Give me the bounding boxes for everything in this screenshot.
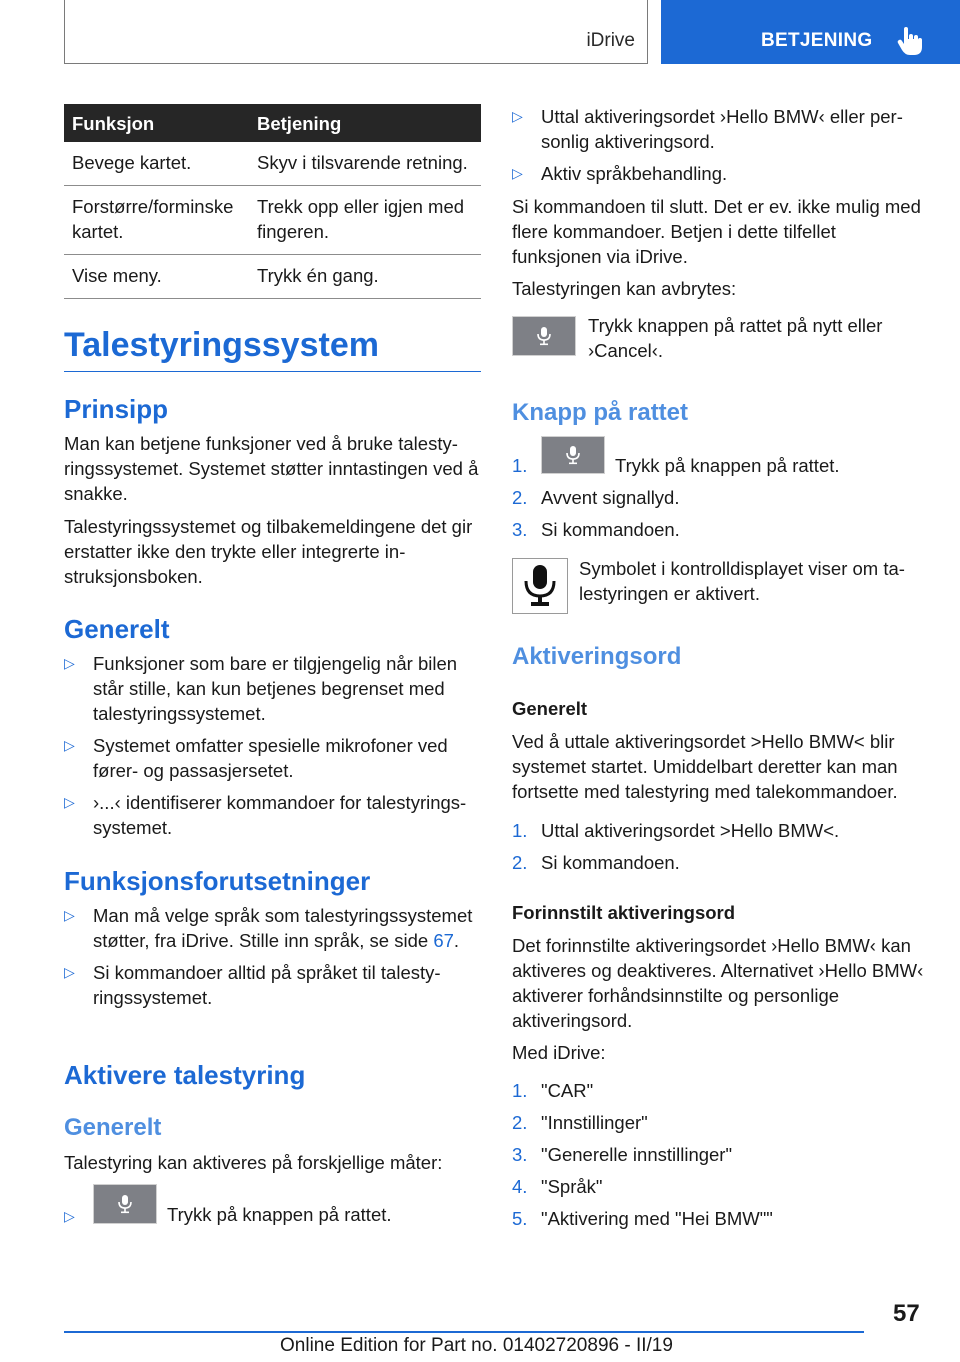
steering-wheel-voice-button bbox=[541, 436, 605, 474]
heading-knapp-pa-rattet: Knapp på rattet bbox=[512, 399, 689, 426]
table-cell: Trekk opp eller igjen med fingeren. bbox=[249, 186, 481, 255]
table-cell: Skyv i tilsvarende retning. bbox=[249, 142, 481, 186]
list-item: 5. "Aktivering med "Hei BMW"" bbox=[512, 1208, 773, 1229]
bullet-text: Trykk på knappen på rattet. bbox=[167, 1204, 392, 1225]
subheading-generelt: Generelt bbox=[512, 698, 588, 719]
header-chapter-title: BETJENING bbox=[761, 30, 873, 51]
triangle-bullet-icon: ▷ bbox=[64, 1208, 75, 1224]
heading-funksjonsforutsetninger: Funksjonsforutsetninger bbox=[64, 866, 371, 896]
list-item: 1. "CAR" bbox=[512, 1080, 594, 1101]
microphone-icon bbox=[117, 1194, 133, 1214]
heading-generelt: Generelt bbox=[64, 614, 170, 644]
heading-prinsipp: Prinsipp bbox=[64, 394, 169, 424]
table-cell: Vise meny. bbox=[64, 255, 249, 299]
list-item: ▷ ›...‹ identifiserer kommandoer for talestyringssystemet. bbox=[64, 792, 467, 838]
hand-pointer-icon bbox=[897, 26, 923, 56]
paragraph: Det forinnstilte aktiveringsordet ›Hello BMW‹ kan aktiveres og deaktiveres. Alternativet ›Hello BMW‹ aktiverer forhåndsinnstilte og personlige aktiveringsord. bbox=[512, 935, 924, 1031]
step-text: Avvent signallyd. bbox=[541, 487, 680, 508]
step-number: 3. bbox=[512, 519, 528, 540]
header-chapter-tab bbox=[661, 0, 960, 64]
heading-aktivere-talestyring: Aktivere talestyring bbox=[64, 1060, 306, 1090]
table-row bbox=[64, 142, 481, 186]
triangle-bullet-icon: ▷ bbox=[64, 907, 75, 923]
page-link[interactable]: 67 bbox=[433, 930, 454, 951]
subheading-forinnstilt-aktiveringsord: Forinnstilt aktiveringsord bbox=[512, 902, 736, 923]
list-item: ▷ Aktiv språkbehandling. bbox=[512, 163, 728, 184]
table-cell: Trykk én gang. bbox=[249, 255, 481, 299]
table-cell: Forstørre/forminske kartet. bbox=[64, 186, 249, 255]
triangle-bullet-icon: ▷ bbox=[64, 964, 75, 980]
step-list bbox=[512, 818, 929, 882]
list-item: 4. "Språk" bbox=[512, 1176, 603, 1197]
step-list bbox=[512, 1078, 929, 1238]
header-section-title: iDrive bbox=[586, 30, 635, 51]
paragraph: Talestyring kan aktiveres på forskjellige måter: bbox=[64, 1152, 443, 1173]
page-number: 57 bbox=[893, 1300, 920, 1327]
list-item: ▷ Man må velge språk som talestyringssystemet støtter, fra iDrive. Stille inn språk, se side 67. bbox=[64, 905, 473, 951]
heading-aktiveringsord: Aktiveringsord bbox=[512, 643, 682, 670]
paragraph: Si kommandoen til slutt. Det er ev. ikke mulig med flere kommandoer. Betjen i dette tilfellet funksjonen via iDrive. bbox=[512, 196, 921, 267]
table-header-function: Funksjon bbox=[64, 104, 249, 142]
table-row bbox=[64, 255, 481, 299]
paragraph: Med iDrive: bbox=[512, 1042, 606, 1063]
triangle-bullet-icon: ▷ bbox=[512, 108, 523, 124]
triangle-bullet-icon: ▷ bbox=[64, 655, 75, 671]
paragraph: Trykk knappen på rattet på nytt eller ›Cancel‹. bbox=[588, 315, 883, 361]
triangle-bullet-icon: ▷ bbox=[512, 165, 523, 181]
page-title: Talestyringssystem bbox=[64, 325, 481, 372]
subheading-generelt: Generelt bbox=[64, 1114, 162, 1141]
list-item: ▷ Funksjoner som bare er tilgjengelig når bilen står stille, kan kun betjenes begrenset med talestyringssystemet. bbox=[64, 653, 458, 724]
triangle-bullet-icon: ▷ bbox=[64, 794, 75, 810]
steering-wheel-voice-button bbox=[93, 1184, 157, 1224]
list-item: ▷ Si kommandoer alltid på språket til talestyringssystemet. bbox=[64, 962, 441, 1008]
microphone-icon bbox=[536, 326, 552, 346]
step-text: Trykk på knappen på rattet. bbox=[615, 455, 840, 476]
bullet-list bbox=[64, 903, 481, 1017]
table-cell: Bevege kartet. bbox=[64, 142, 249, 186]
step-number: 1. bbox=[512, 455, 528, 476]
table-row bbox=[64, 186, 481, 255]
list-item: 2. "Innstillinger" bbox=[512, 1112, 648, 1133]
bullet-list bbox=[64, 651, 481, 847]
list-item: 3. "Generelle innstillinger" bbox=[512, 1144, 733, 1165]
triangle-bullet-icon: ▷ bbox=[64, 737, 75, 753]
steering-wheel-voice-button bbox=[512, 316, 576, 356]
microphone-icon bbox=[523, 564, 557, 608]
paragraph: Symbolet i kontrolldisplayet viser om talestyringen er aktivert. bbox=[579, 558, 905, 604]
microphone-icon bbox=[565, 445, 581, 465]
list-item: ▷ Systemet omfatter spesielle mikrofoner ved fører- og passasjersetet. bbox=[64, 735, 448, 781]
step-with-button bbox=[512, 436, 929, 474]
step-number: 2. bbox=[512, 487, 528, 508]
header-section-box bbox=[64, 0, 648, 64]
paragraph: Talestyringssystemet og tilbakemeldingene det gir erstatter ikke den trykte eller integrerte instruksjonsboken. bbox=[64, 516, 473, 587]
list-item: 1. Uttal aktiveringsordet >Hello BMW<. bbox=[512, 820, 840, 841]
paragraph: Ved å uttale aktiveringsordet >Hello BMW< blir systemet startet. Umiddelbart deretter kan man fortsette med talestyring med talekommandoer. bbox=[512, 731, 898, 802]
list-item: ▷ Uttal aktiveringsordet ›Hello BMW‹ eller personlig aktiveringsord. bbox=[512, 106, 903, 152]
voice-active-symbol bbox=[512, 558, 568, 614]
function-table bbox=[64, 104, 481, 299]
paragraph: Man kan betjene funksjoner ved å bruke talestyringssystemet. Systemet støtter inntastingen ved å snakke. bbox=[64, 433, 479, 504]
bullet-list bbox=[512, 104, 929, 193]
bullet-with-button bbox=[64, 1184, 481, 1224]
table-header-operation: Betjening bbox=[249, 104, 481, 142]
paragraph: Talestyringen kan avbrytes: bbox=[512, 278, 737, 299]
footer-edition: Online Edition for Part no. 01402720896 - II/19 bbox=[280, 1335, 673, 1356]
list-item: 2. Si kommandoen. bbox=[512, 852, 680, 873]
step-text: Si kommandoen. bbox=[541, 519, 680, 540]
